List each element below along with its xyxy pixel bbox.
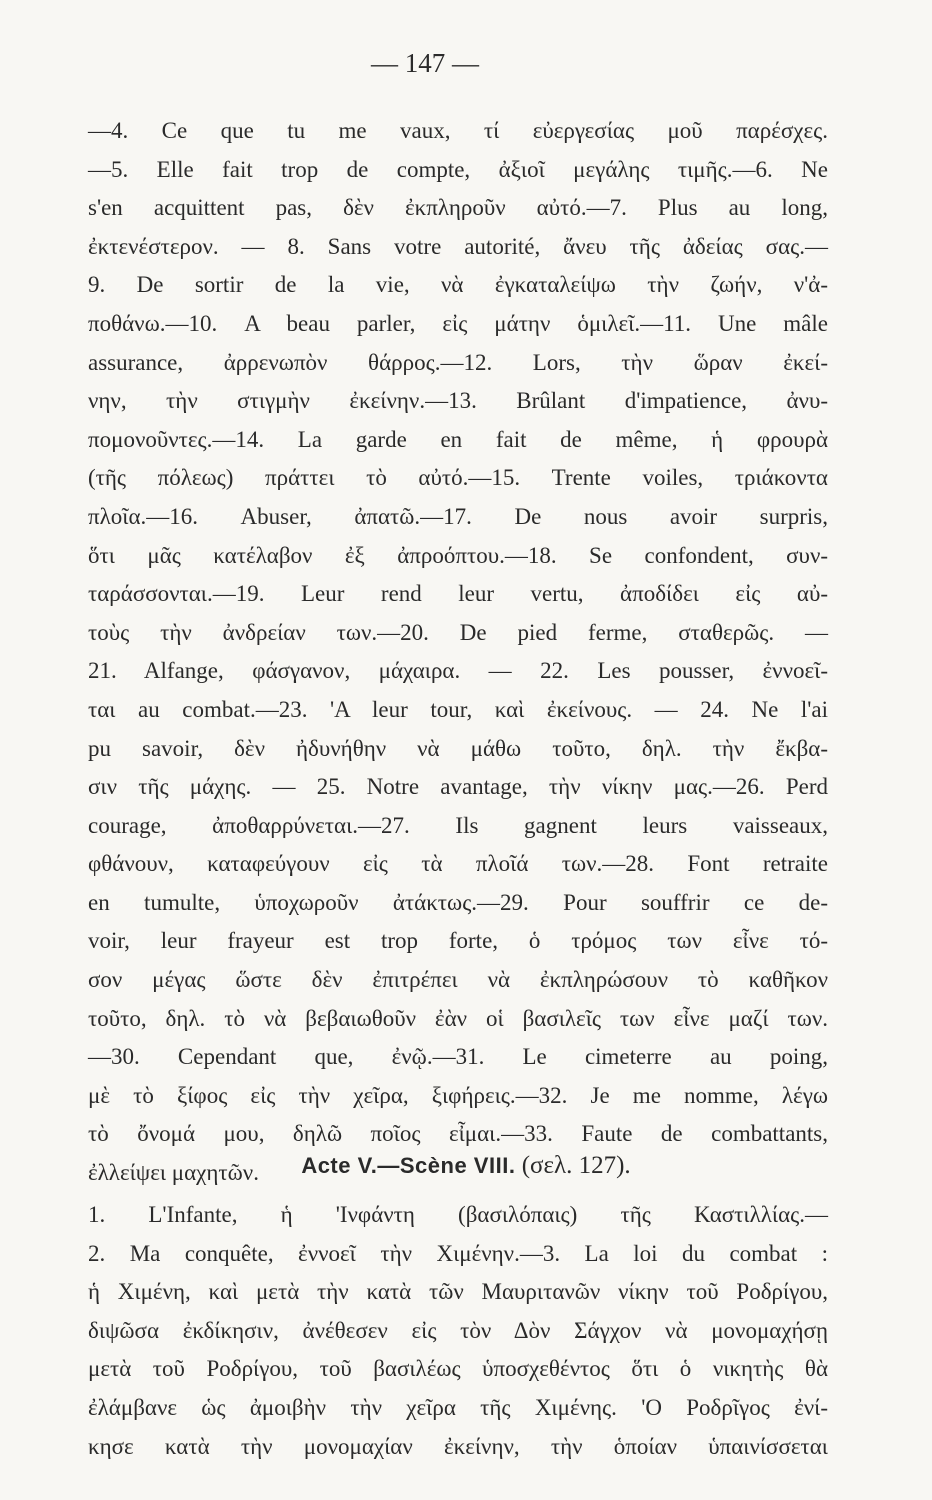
text-line: ἡ Χιμένη, καὶ μετὰ τὴν κατὰ τῶν Μαυριτανῶν νίκην τοῦ Ροδρίγου, xyxy=(88,1279,828,1305)
text-line: φθάνουν, καταφεύγουν εἰς τὰ πλοῖά των.—28. Font retraite xyxy=(88,851,828,877)
text-line: —5. Elle fait trop de compte, ἀξιοῖ μεγάλης τιμῆς.—6. Ne xyxy=(88,156,828,182)
section-title: Acte V.—Scène VIII. xyxy=(301,1153,516,1178)
text-line: pu savoir, δὲν ἠδυνήθην νὰ μάθω τοῦτο, δηλ. τὴν ἔκβα- xyxy=(88,735,828,761)
text-line: ταράσσονται.—19. Leur rend leur vertu, ἀποδίδει εἰς αὐ- xyxy=(88,581,828,607)
text-line: —4. Ce que tu me vaux, τί εὐεργεσίας μοῦ παρέσχες. xyxy=(88,118,828,143)
text-line: s'en acquittent pas, δὲν ἐκπληροῦν αὐτό.—7. Plus au long, xyxy=(88,195,828,221)
page-number: — 147 — xyxy=(371,48,479,78)
text-line: 1. L'Infante, ἡ 'Ινφάντη (βασιλόπαις) τῆς Καστιλλίας.— xyxy=(88,1202,828,1227)
text-line: ἐλλείψει μαχητῶν. xyxy=(88,1160,259,1186)
text-line: τοῦτο, δηλ. τὸ νὰ βεβαιωθοῦν ἐὰν οἱ βασιλεῖς των εἶνε μαζί των. xyxy=(88,1005,828,1031)
text-line: voir, leur frayeur est trop forte, ὁ τρόμος των εἶνε τό- xyxy=(88,928,828,954)
section-page-ref: (σελ. 127). xyxy=(521,1152,631,1179)
text-line: (τῆς πόλεως) πράττει τὸ αὐτό.—15. Trente voiles, τριάκοντα xyxy=(88,465,828,491)
text-line: ἐκτενέστερον. — 8. Sans votre autorité, ἄνευ τῆς ἀδείας σας.— xyxy=(88,233,828,259)
text-line: πλοῖα.—16. Abuser, ἀπατῶ.—17. De nous avoir surpris, xyxy=(88,503,828,529)
text-line: πομονοῦντες.—14. La garde en fait de même, ἡ φρουρὰ xyxy=(88,426,828,452)
text-line: τοὺς τὴν ἀνδρείαν των.—20. De pied ferme, σταθερῶς. — xyxy=(88,619,828,645)
notes-paragraph xyxy=(88,112,828,1193)
section-heading xyxy=(0,1152,932,1180)
text-line: κησε κατὰ τὴν μονομαχίαν ἐκείνην, τὴν ὁποίαν ὑπαινίσσεται xyxy=(88,1433,828,1459)
text-line: ποθάνω.—10. A beau parler, εἰς μάτην ὁμιλεῖ.—11. Une mâle xyxy=(88,310,828,336)
text-line: μὲ τὸ ξίφος εἰς τὴν χεῖρα, ξιφήρεις.—32. Je me nomme, λέγω xyxy=(88,1082,828,1108)
text-line: μετὰ τοῦ Ροδρίγου, τοῦ βασιλέως ὑποσχεθέντος ὅτι ὁ νικητὴς θὰ xyxy=(88,1356,828,1382)
text-line: ἐλάμβανε ὡς ἀμοιβὴν τὴν χεῖρα τῆς Χιμένης. 'Ο Ροδρῖγος ἐνί- xyxy=(88,1394,828,1420)
notes-paragraph-2 xyxy=(88,1196,828,1466)
text-line: en tumulte, ὑποχωροῦν ἀτάκτως.—29. Pour souffrir ce de- xyxy=(88,889,828,915)
text-line: σον μέγας ὥστε δὲν ἐπιτρέπει νὰ ἐκπληρώσουν τὸ καθῆκον xyxy=(88,967,828,993)
text-line: 21. Alfange, φάσγανον, μάχαιρα. — 22. Les pousser, ἐννοεῖ- xyxy=(88,658,828,684)
text-line: τὸ ὄνομά μου, δηλῶ ποῖος εἶμαι.—33. Faute de combattants, xyxy=(88,1121,828,1147)
text-line: ται au combat.—23. 'A leur tour, καὶ ἐκείνους. — 24. Ne l'ai xyxy=(88,696,828,722)
text-line: courage, ἀποθαρρύνεται.—27. Ils gagnent leurs vaisseaux, xyxy=(88,812,828,838)
text-line: —30. Cependant que, ἐνῷ.—31. Le cimeterre au poing, xyxy=(88,1044,828,1070)
text-line: 9. De sortir de la vie, νὰ ἐγκαταλείψω τὴν ζωήν, ν'ἀ- xyxy=(88,272,828,298)
text-line: σιν τῆς μάχης. — 25. Notre avantage, τὴν νίκην μας.—26. Perd xyxy=(88,774,828,800)
text-line: 2. Ma conquête, ἐννοεῖ τὴν Χιμένην.—3. La loi du combat : xyxy=(88,1240,828,1266)
text-line: νην, τὴν στιγμὴν ἐκείνην.—13. Brûlant d'impatience, ἀνυ- xyxy=(88,388,828,414)
text-line: ὅτι μᾶς κατέλαβον ἐξ ἀπροόπτου.—18. Se confondent, συν- xyxy=(88,542,828,568)
text-line: assurance, ἀρρενωπὸν θάρρος.—12. Lors, τὴν ὥραν ἐκεί- xyxy=(88,349,828,375)
text-line: διψῶσα ἐκδίκησιν, ἀνέθεσεν εἰς τὸν Δὸν Σάγχον νὰ μονομαχήσῃ xyxy=(88,1317,828,1343)
